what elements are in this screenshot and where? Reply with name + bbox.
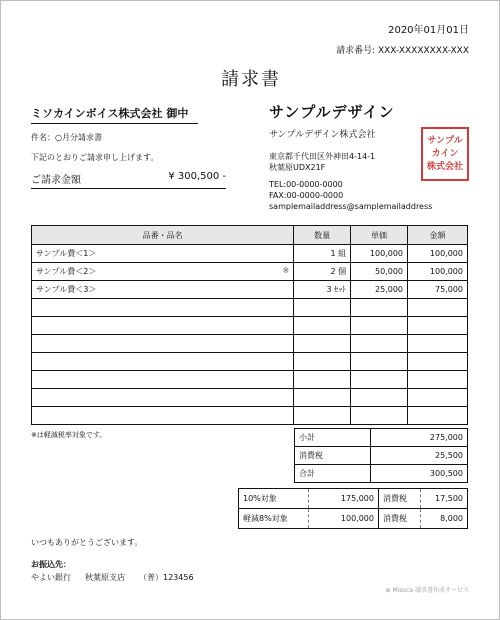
bank-branch: 秋葉原支店 xyxy=(85,573,125,582)
issuer-tel: TEL:00-0000-0000 xyxy=(269,180,343,189)
thanks-message: いつもありがとうございます。 xyxy=(31,538,143,547)
table-row xyxy=(32,263,468,281)
issuer-company: サンプルデザイン株式会社 xyxy=(269,130,376,140)
items-table xyxy=(31,225,468,425)
billing-total-value: ¥ 300,500 - xyxy=(168,171,226,182)
empty-row xyxy=(32,371,468,389)
tax-row xyxy=(295,447,468,465)
item-qty: 2 個 xyxy=(294,263,351,281)
billing-total-label: ご請求金額 xyxy=(31,175,81,186)
item-amount: 100,000 xyxy=(408,263,468,281)
stamp-line-3: 株式会社 xyxy=(426,161,463,172)
tax-breakdown-table xyxy=(238,488,468,529)
bank-account: （普）123456 xyxy=(139,573,194,582)
tax-value: 25,500 xyxy=(371,447,468,465)
item-price: 100,000 xyxy=(351,245,408,263)
misoca-watermark: ⊕ Misoca 請求書作成サービス xyxy=(385,587,469,594)
greeting: 下記のとおりご請求申し上げます。 xyxy=(31,153,159,162)
subtotal-label: 小計 xyxy=(295,429,371,447)
total-value: 300,500 xyxy=(371,465,468,483)
tax-breakdown-row xyxy=(239,509,468,529)
reduced-rate-note: ※は軽減税率対象です。 xyxy=(31,431,107,439)
subject: 件名：○月分請求書 xyxy=(31,133,102,142)
empty-row xyxy=(32,353,468,371)
item-price: 25,000 xyxy=(351,281,408,299)
table-row xyxy=(32,281,468,299)
rate-tax-value: 17,500 xyxy=(435,494,463,503)
rate-base: 100,000 xyxy=(309,509,379,529)
items-header-row xyxy=(32,226,468,245)
subtotal-value: 275,000 xyxy=(371,429,468,447)
issue-date: 2020年01月01日 xyxy=(388,25,469,36)
empty-row xyxy=(32,317,468,335)
address-line-2: 秋葉原UDX21F xyxy=(269,163,326,172)
header-price: 単価 xyxy=(351,226,408,245)
rate-tax-value: 8,000 xyxy=(421,509,468,529)
issuer-email: samplemailaddress@samplemailaddress xyxy=(269,202,433,211)
header-qty: 数量 xyxy=(294,226,351,245)
issuer-contact xyxy=(269,179,432,212)
tax-label: 消費税 xyxy=(295,447,371,465)
stamp-line-1: サンプル xyxy=(427,135,463,146)
table-row xyxy=(32,245,468,263)
invoice-number: 請求番号: XXX-XXXXXXXX-XXX xyxy=(336,46,469,56)
rate-label: 軽減8%対象 xyxy=(239,509,309,529)
total-row xyxy=(295,465,468,483)
summary-table xyxy=(294,428,468,483)
item-name: サンプル費＜1＞ xyxy=(36,249,97,258)
item-name: サンプル費＜2＞ xyxy=(36,267,97,276)
address-line-1: 東京都千代田区外神田4-14-1 xyxy=(269,152,376,161)
reduced-rate-mark: ※ xyxy=(282,266,290,275)
total-label: 合計 xyxy=(295,465,371,483)
issuer-address xyxy=(269,151,375,173)
stamp-line-2: カイン xyxy=(431,148,459,159)
rate-label: 10%対象 xyxy=(239,489,309,509)
bank-details xyxy=(31,572,208,583)
item-qty: 3 ｾｯﾄ xyxy=(294,281,351,299)
issuer-logo: サンプルデザイン xyxy=(269,103,395,121)
empty-row xyxy=(32,407,468,425)
empty-row xyxy=(32,299,468,317)
item-price: 50,000 xyxy=(351,263,408,281)
item-amount: 100,000 xyxy=(408,245,468,263)
tax-breakdown-row xyxy=(239,489,468,509)
header-amount: 金額 xyxy=(408,226,468,245)
item-qty: 1 組 xyxy=(294,245,351,263)
bank-label: お振込先： xyxy=(31,560,71,569)
client-name: ミソカインボイス株式会社 御中 xyxy=(31,105,198,124)
issuer-fax: FAX:00-0000-0000 xyxy=(269,191,344,200)
item-name: サンプル費＜3＞ xyxy=(36,285,97,294)
item-amount: 75,000 xyxy=(408,281,468,299)
billing-total xyxy=(31,171,226,189)
rate-tax-label: 消費税 xyxy=(379,509,421,529)
bank-name: やよい銀行 xyxy=(31,573,71,582)
company-seal-stamp xyxy=(421,127,469,181)
empty-row xyxy=(32,389,468,407)
empty-row xyxy=(32,335,468,353)
rate-base: 175,000 xyxy=(309,489,379,509)
subtotal-row xyxy=(295,429,468,447)
header-name: 品番・品名 xyxy=(32,226,294,245)
document-title: 請求書 xyxy=(221,69,281,90)
rate-tax-label: 消費税 xyxy=(379,489,421,509)
